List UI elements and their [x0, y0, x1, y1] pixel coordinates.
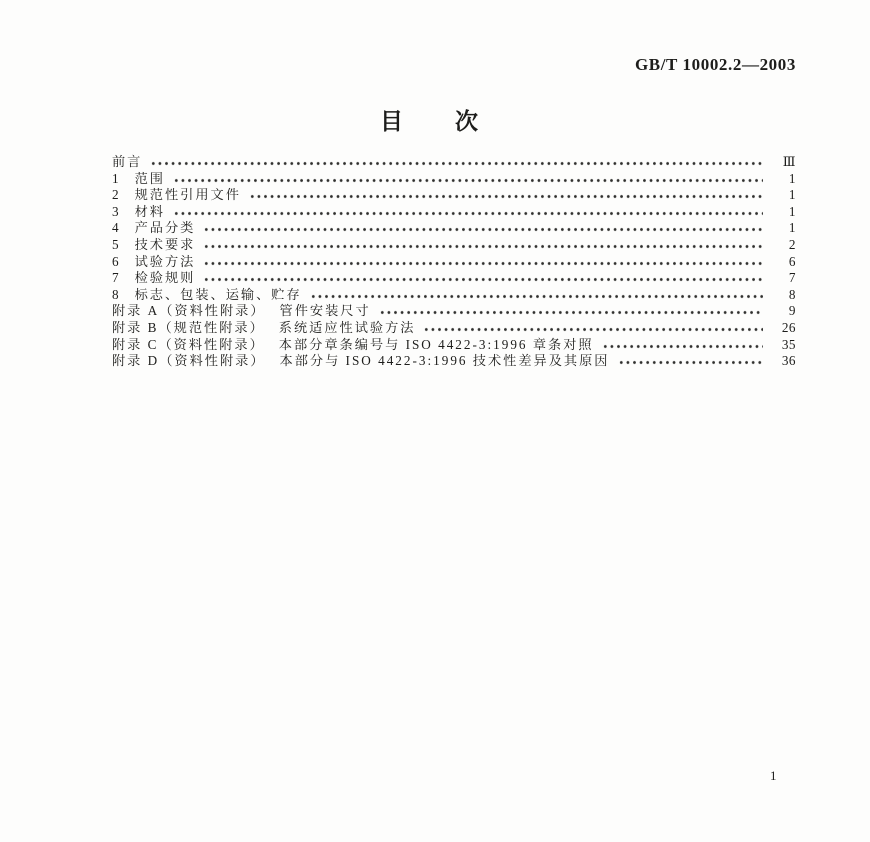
toc-entry-label: 前言 — [112, 154, 143, 169]
toc-entry-label: 技术要求 — [134, 236, 196, 252]
toc-entry — [112, 287, 796, 304]
toc-entry — [112, 154, 796, 171]
toc-entry-prefix: 2 — [112, 187, 121, 203]
toc-entry-label: 管件安装尺寸 — [279, 303, 371, 319]
toc-entry-page: 1 — [788, 187, 796, 203]
toc-entry-prefix: 7 — [112, 270, 121, 286]
toc-entry — [112, 237, 796, 254]
toc-entry-page: 6 — [788, 253, 796, 269]
dotted-leader — [203, 237, 763, 254]
toc-entry-label: 材料 — [134, 203, 165, 219]
dotted-leader — [423, 320, 763, 337]
toc-entry — [112, 303, 796, 320]
toc-entry-prefix: 附录 B（规范性附录） — [112, 319, 265, 335]
toc-entry-page: 8 — [788, 286, 796, 302]
dotted-leader — [203, 270, 763, 287]
toc-entry — [112, 254, 796, 271]
dotted-leader — [602, 337, 763, 354]
toc-entry — [112, 353, 796, 370]
dotted-leader — [173, 171, 763, 188]
table-of-contents — [112, 154, 796, 370]
standard-number: GB/T 10002.2—2003 — [634, 55, 796, 74]
dotted-leader — [310, 287, 763, 304]
toc-entry-label: 试验方法 — [134, 253, 196, 269]
toc-entry-label: 标志、包装、运输、贮存 — [134, 286, 302, 302]
toc-entry-page: Ⅲ — [782, 154, 796, 169]
toc-entry-prefix: 附录 D（资料性附录） — [112, 353, 266, 369]
dotted-leader — [249, 187, 763, 204]
toc-entry-label: 本部分与 ISO 4422-3:1996 技术性差异及其原因 — [279, 353, 610, 369]
toc-entry-label: 本部分章条编号与 ISO 4422-3:1996 章条对照 — [278, 336, 594, 352]
dotted-leader — [150, 154, 763, 171]
toc-entry-page: 36 — [781, 353, 796, 369]
toc-entry — [112, 171, 796, 188]
dotted-leader — [203, 220, 763, 237]
toc-entry — [112, 187, 796, 204]
dotted-leader — [379, 303, 763, 320]
toc-entry-prefix: 4 — [112, 220, 121, 236]
toc-entry-page: 2 — [788, 236, 796, 252]
toc-entry-prefix: 3 — [112, 203, 121, 219]
toc-entry-page: 1 — [788, 170, 796, 186]
toc-entry — [112, 270, 796, 287]
toc-entry-page: 1 — [788, 203, 796, 219]
footer-page-number: 1 — [770, 768, 777, 783]
page-title: 目 次 — [380, 109, 480, 134]
toc-entry-prefix: 附录 C（资料性附录） — [112, 336, 265, 352]
toc-entry-label: 规范性引用文件 — [134, 187, 241, 203]
toc-entry-prefix: 6 — [112, 253, 121, 269]
dotted-leader — [203, 254, 763, 271]
toc-entry-page: 9 — [788, 303, 796, 319]
toc-entry — [112, 320, 796, 337]
toc-entry-page: 7 — [788, 270, 796, 286]
toc-entry — [112, 204, 796, 221]
toc-entry-prefix: 5 — [112, 236, 121, 252]
toc-entry — [112, 337, 796, 354]
toc-entry-prefix: 8 — [112, 286, 121, 302]
toc-entry-page: 35 — [781, 336, 796, 352]
toc-entry-label: 产品分类 — [134, 220, 196, 236]
toc-entry-prefix: 1 — [112, 170, 121, 186]
toc-entry — [112, 220, 796, 237]
toc-entry-label: 范围 — [134, 170, 165, 186]
toc-entry-page: 1 — [788, 220, 796, 236]
dotted-leader — [173, 204, 763, 221]
toc-entry-page: 26 — [781, 319, 796, 335]
dotted-leader — [618, 353, 764, 370]
toc-entry-prefix: 附录 A（资料性附录） — [112, 303, 266, 319]
toc-entry-label: 系统适应性试验方法 — [278, 319, 416, 335]
toc-entry-label: 检验规则 — [134, 270, 196, 286]
